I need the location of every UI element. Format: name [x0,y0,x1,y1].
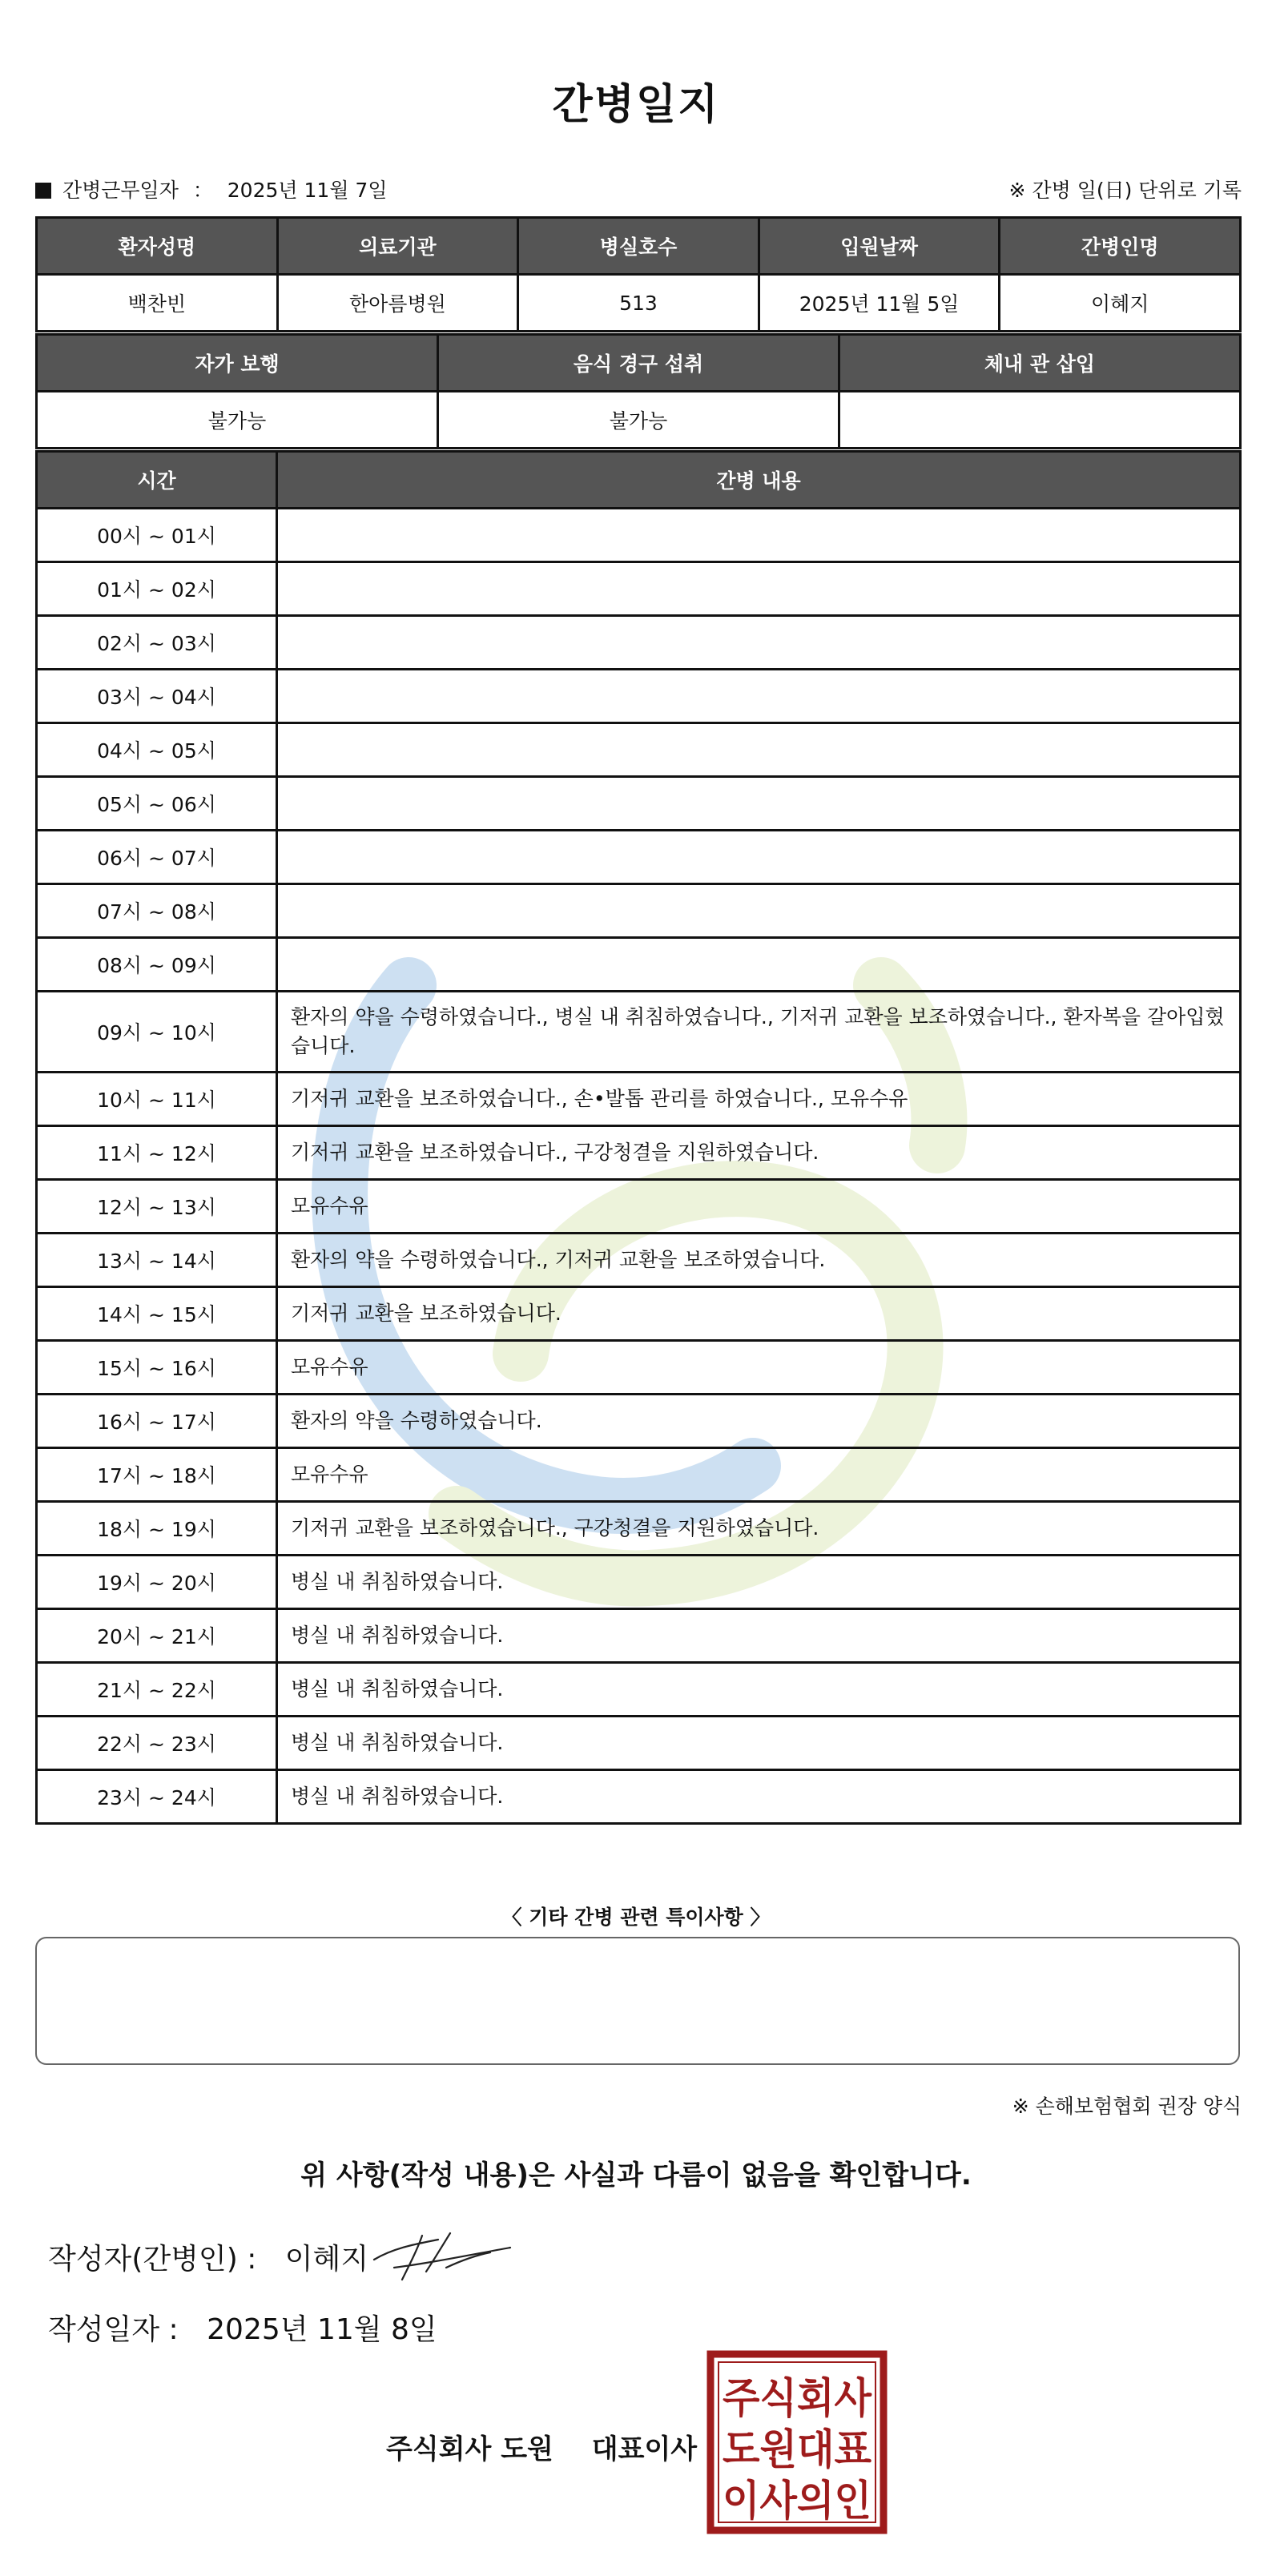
company-name: 주식회사 도원 [386,2433,553,2465]
svg-text:주식회사: 주식회사 [723,2375,872,2423]
content-cell: 환자의 약을 수령하였습니다., 병실 내 취침하였습니다., 기저귀 교환을 보조하였습니다., 환자복을 갈아입혔습니다. [277,992,1241,1073]
header-oral-intake: 음식 경구 섭취 [438,335,839,392]
special-notes-title: 〈 기타 간병 관련 특이사항 〉 [501,1906,771,1929]
written-date-line [48,2307,437,2348]
written-date-label: 작성일자 : [48,2313,179,2346]
header-caregiver-name: 간병인명 [1000,218,1241,275]
content-cell: 환자의 약을 수령하였습니다., 기저귀 교환을 보조하였습니다. [277,1234,1241,1287]
time-cell: 07시 ~ 08시 [37,884,277,938]
table-row [37,1341,1241,1395]
header-tube-insertion: 체내 관 삽입 [839,335,1241,392]
table-row [37,1663,1241,1717]
table-row [37,1717,1241,1770]
table-row [37,1556,1241,1609]
time-cell: 03시 ~ 04시 [37,670,277,723]
content-cell: 기저귀 교환을 보조하였습니다., 구강청결을 지원하였습니다. [277,1126,1241,1180]
time-cell: 22시 ~ 23시 [37,1717,277,1770]
header-self-walking: 자가 보행 [37,335,438,392]
caregiver-name-value: 이혜지 [1000,275,1241,332]
work-date-separator: ： [192,179,213,202]
table-row [37,1770,1241,1824]
time-cell: 09시 ~ 10시 [37,992,277,1073]
company-signature-line [386,2427,697,2466]
time-cell: 20시 ~ 21시 [37,1609,277,1663]
time-cell: 05시 ~ 06시 [37,777,277,831]
time-cell: 15시 ~ 16시 [37,1341,277,1395]
time-cell: 14시 ~ 15시 [37,1287,277,1341]
hospital-value: 한아름병원 [277,275,518,332]
written-date-value: 2025년 11월 8일 [207,2313,437,2346]
time-cell: 19시 ~ 20시 [37,1556,277,1609]
header-patient-name: 환자성명 [37,218,278,275]
table-row [37,884,1241,938]
recommended-form-note: ※ 손해보험협회 권장 양식 [1012,2095,1242,2118]
patient-info-header-row [37,218,1241,275]
svg-text:도원대표: 도원대표 [723,2426,871,2474]
work-date-line [35,175,387,203]
content-cell: 모유수유 [277,1448,1241,1502]
patient-status-table [35,333,1242,449]
table-row [37,1180,1241,1234]
time-cell: 00시 ~ 01시 [37,509,277,562]
table-row [37,938,1241,992]
content-cell: 병실 내 취침하였습니다. [277,1556,1241,1609]
writer-name: 이혜지 [284,2243,369,2276]
time-cell: 04시 ~ 05시 [37,723,277,777]
time-cell: 02시 ~ 03시 [37,616,277,670]
table-row [37,616,1241,670]
time-cell: 06시 ~ 07시 [37,831,277,884]
content-cell [277,616,1241,670]
patient-status-value-row [37,392,1241,449]
table-row [37,1609,1241,1663]
hourly-care-log-table [35,450,1242,1825]
time-cell: 08시 ~ 09시 [37,938,277,992]
writer-line [48,2236,368,2277]
content-cell: 환자의 약을 수령하였습니다. [277,1395,1241,1448]
work-date-value: 2025년 11월 7일 [227,179,388,202]
time-cell: 21시 ~ 22시 [37,1663,277,1717]
confirmation-statement: 위 사항(작성 내용)은 사실과 다름이 없음을 확인합니다. [300,2159,972,2192]
tube-insertion-value [839,392,1241,449]
table-row [37,1502,1241,1556]
content-cell: 병실 내 취침하였습니다. [277,1663,1241,1717]
time-cell: 10시 ~ 11시 [37,1073,277,1126]
time-cell: 01시 ~ 02시 [37,562,277,616]
content-cell: 기저귀 교환을 보조하였습니다., 손•발톱 관리를 하였습니다., 모유수유 [277,1073,1241,1126]
table-row [37,670,1241,723]
table-row [37,509,1241,562]
table-row [37,831,1241,884]
content-cell: 모유수유 [277,1180,1241,1234]
svg-text:이사의인: 이사의인 [723,2477,871,2526]
admission-date-value: 2025년 11월 5일 [759,275,1000,332]
content-cell: 병실 내 취침하였습니다. [277,1609,1241,1663]
content-cell: 병실 내 취침하였습니다. [277,1770,1241,1824]
table-row [37,1126,1241,1180]
time-cell: 23시 ~ 24시 [37,1770,277,1824]
time-cell: 18시 ~ 19시 [37,1502,277,1556]
content-cell [277,509,1241,562]
table-row [37,1287,1241,1341]
square-bullet-icon [35,183,51,199]
header-care-content: 간병 내용 [277,452,1241,509]
time-cell: 12시 ~ 13시 [37,1180,277,1234]
special-notes-box [35,1937,1240,2065]
unit-note: ※ 간병 일(日) 단위로 기록 [1008,179,1242,202]
representative-title: 대표이사 [591,2433,698,2465]
content-cell [277,723,1241,777]
content-cell [277,884,1241,938]
table-row [37,1073,1241,1126]
handwritten-signature [370,2224,514,2288]
patient-info-table [35,216,1242,332]
table-row [37,723,1241,777]
table-row [37,1234,1241,1287]
header-time: 시간 [37,452,277,509]
content-cell [277,562,1241,616]
header-room-number: 병실호수 [518,218,759,275]
table-row [37,562,1241,616]
content-cell: 모유수유 [277,1341,1241,1395]
header-hospital: 의료기관 [277,218,518,275]
time-cell: 13시 ~ 14시 [37,1234,277,1287]
oral-intake-value: 불가능 [438,392,839,449]
self-walking-value: 불가능 [37,392,438,449]
document-title: 간병일지 [552,81,720,129]
content-cell: 병실 내 취침하였습니다. [277,1717,1241,1770]
work-date-label: 간병근무일자 [62,179,179,202]
time-cell: 11시 ~ 12시 [37,1126,277,1180]
table-row [37,1448,1241,1502]
content-cell [277,670,1241,723]
header-admission-date: 입원날짜 [759,218,1000,275]
time-cell: 17시 ~ 18시 [37,1448,277,1502]
patient-info-value-row [37,275,1241,332]
company-seal [706,2350,888,2534]
patient-name-value: 백찬빈 [37,275,278,332]
writer-label: 작성자(간병인) : [48,2243,257,2276]
content-cell [277,777,1241,831]
table-row [37,1395,1241,1448]
patient-status-header-row [37,335,1241,392]
content-cell [277,831,1241,884]
time-cell: 16시 ~ 17시 [37,1395,277,1448]
log-header-row [37,452,1241,509]
content-cell: 기저귀 교환을 보조하였습니다., 구강청결을 지원하였습니다. [277,1502,1241,1556]
content-cell [277,938,1241,992]
table-row [37,777,1241,831]
table-row [37,992,1241,1073]
content-cell: 기저귀 교환을 보조하였습니다. [277,1287,1241,1341]
room-number-value: 513 [518,275,759,332]
